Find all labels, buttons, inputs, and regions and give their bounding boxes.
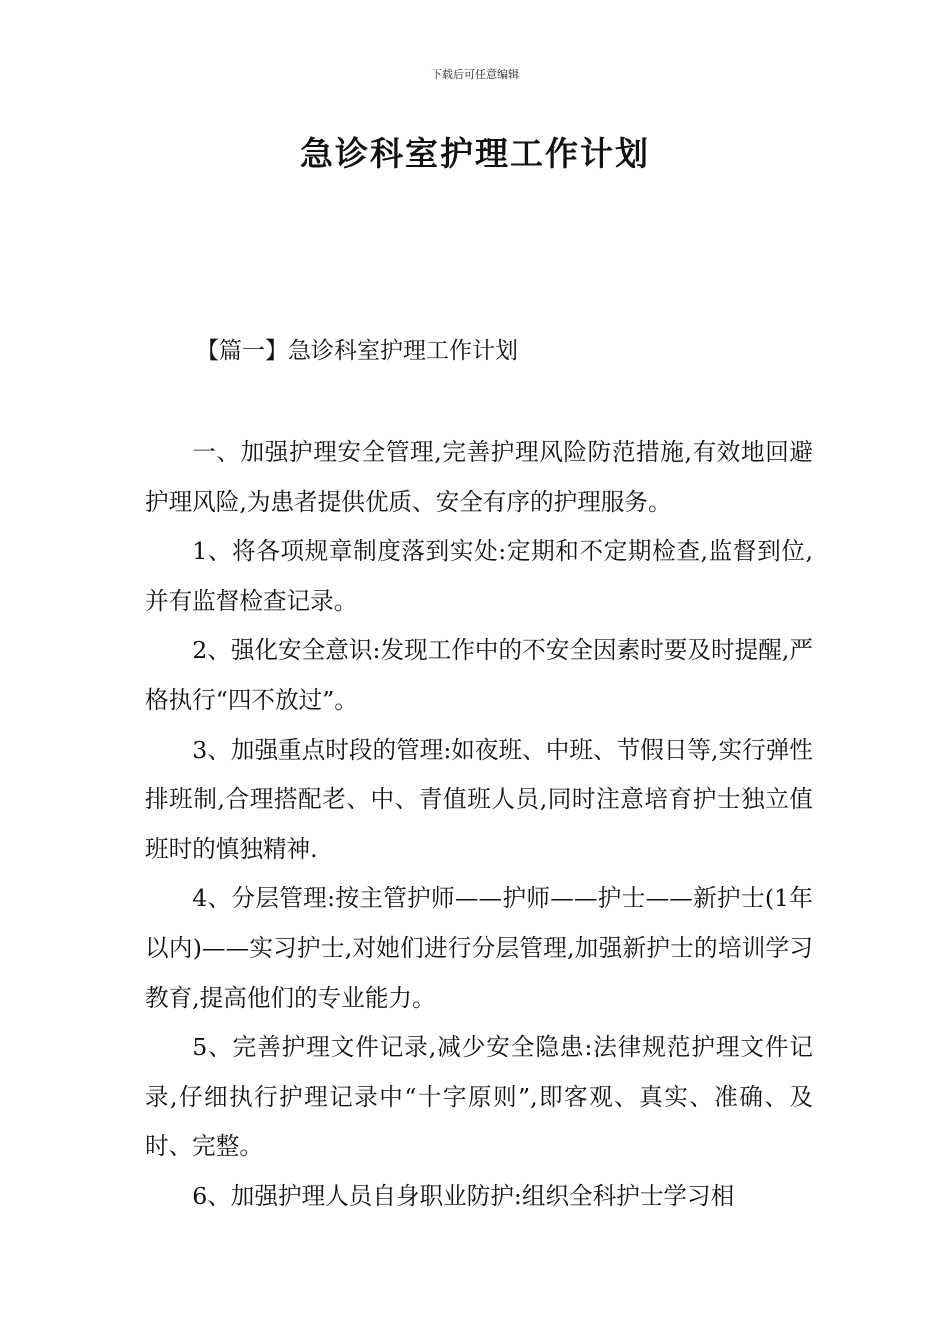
paragraph-2: 1、将各项规章制度落到实处:定期和不定期检查,监督到位,并有监督检查记录。 <box>145 537 813 615</box>
document-title: 急诊科室护理工作计划 <box>300 134 650 173</box>
paragraph-4: 3、加强重点时段的管理:如夜班、中班、节假日等,实行弹性排班制,合理搭配老、中、青值班人员,同时注意培育护士独立值班时的慎独精神. <box>145 735 813 863</box>
paragraph-1: 一、加强护理安全管理,完善护理风险防范措施,有效地回避护理风险,为患者提供优质、安全有序的护理服务。 <box>145 438 813 516</box>
header-note: 下载后可任意编辑 <box>431 68 519 81</box>
document-body <box>145 428 813 1222</box>
paragraph-6: 5、完善护理文件记录,减少安全隐患:法律规范护理文件记录,仔细执行护理记录中“十字原则”,即客观、真实、准确、及时、完整。 <box>145 1033 813 1161</box>
section-heading: 【篇一】急诊科室护理工作计划 <box>196 338 518 364</box>
paragraph-3: 2、强化安全意识:发现工作中的不安全因素时要及时提醒,严格执行“四不放过”。 <box>145 636 813 714</box>
paragraph-7: 6、加强护理人员自身职业防护:组织全科护士学习相 <box>192 1181 735 1210</box>
paragraph-5: 4、分层管理:按主管护师——护师——护士——新护士(1年以内)——实习护士,对她们进行分层管理,加强新护士的培训学习教育,提高他们的专业能力。 <box>145 884 813 1012</box>
